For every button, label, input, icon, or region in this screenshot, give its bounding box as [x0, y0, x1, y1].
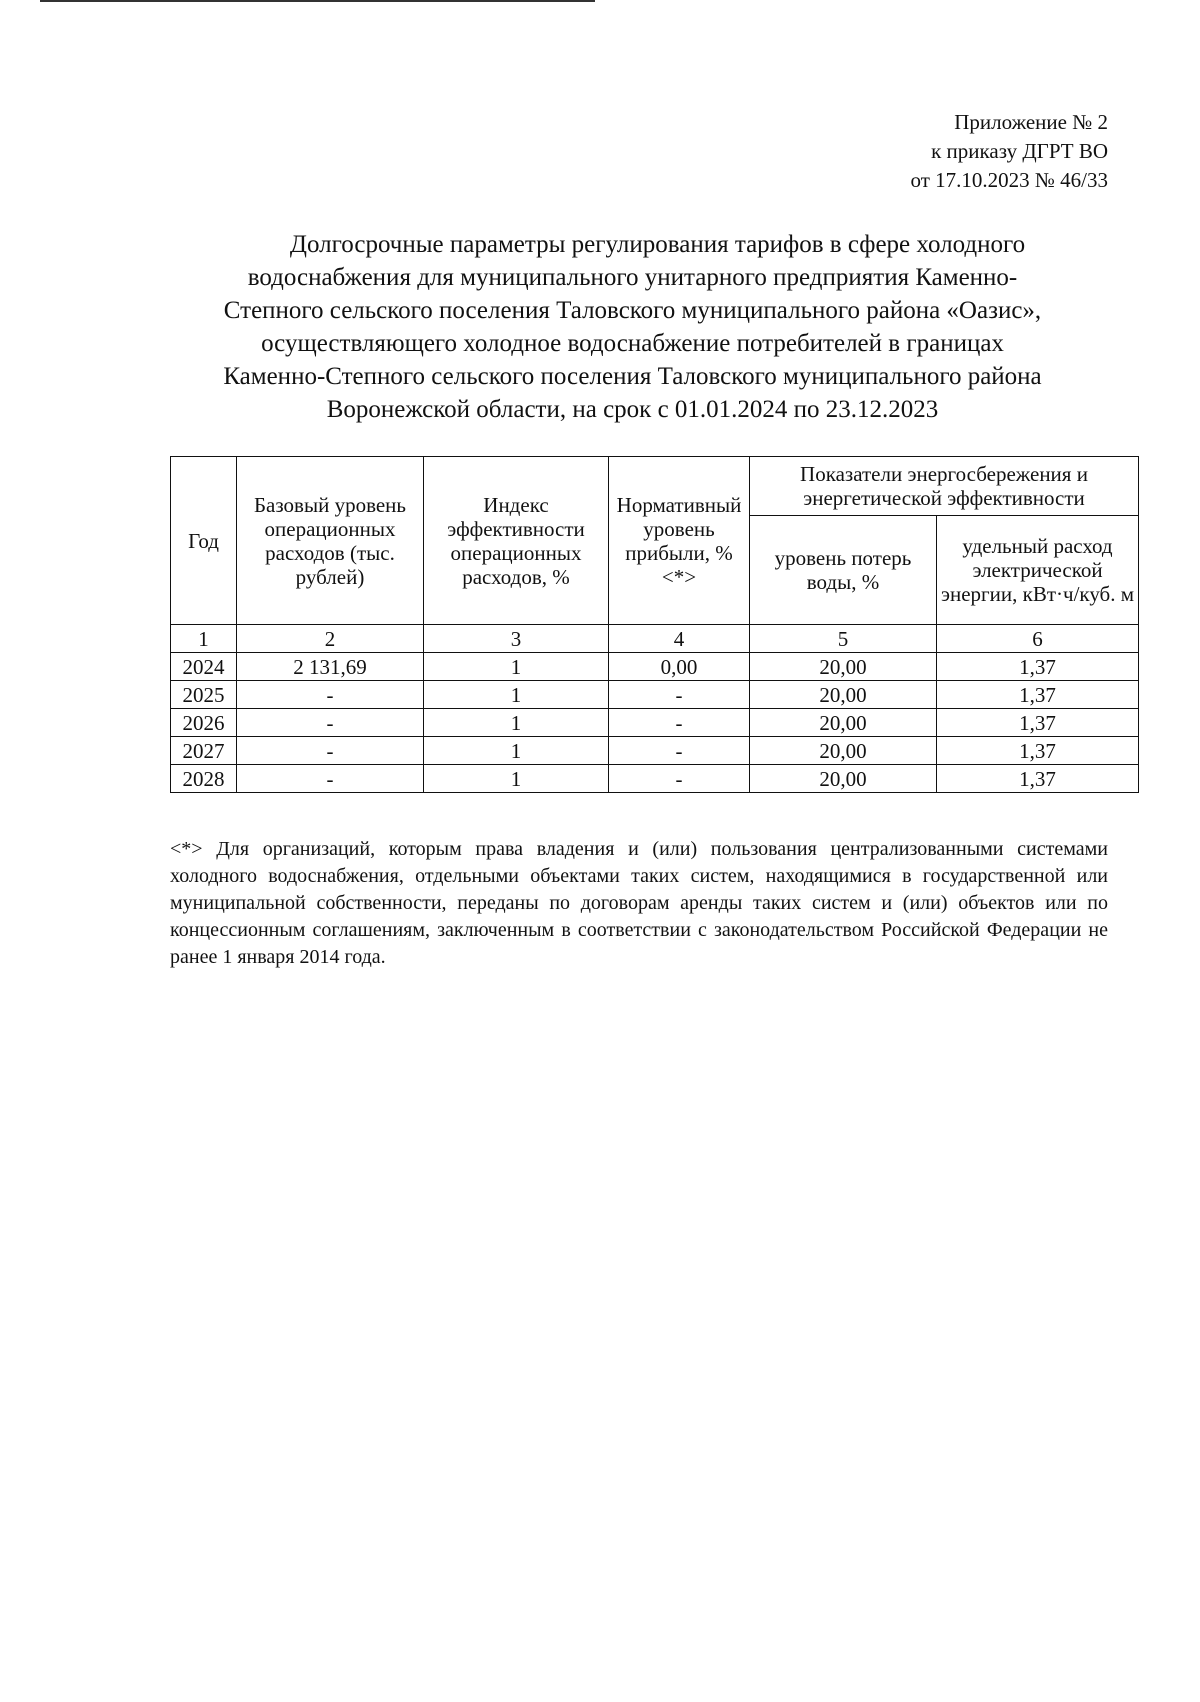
header-base-costs: Базовый уровень операционных расходов (тыс. рублей) [237, 457, 424, 625]
table-row [171, 765, 1139, 793]
header-year: Год [171, 457, 237, 625]
cell-year: 2028 [171, 765, 237, 793]
table-row [171, 709, 1139, 737]
cell-base-costs: - [237, 709, 424, 737]
cell-efficiency-index: 1 [424, 653, 609, 681]
cell-base-costs: - [237, 765, 424, 793]
cell-efficiency-index: 1 [424, 681, 609, 709]
cell-water-loss: 20,00 [750, 737, 937, 765]
cell-year: 2027 [171, 737, 237, 765]
column-number: 4 [609, 625, 750, 653]
cell-year: 2024 [171, 653, 237, 681]
header-specific-consumption: удельный расход электрической энергии, кВт·ч/куб. м [937, 516, 1139, 625]
cell-specific-consumption: 1,37 [937, 653, 1139, 681]
title-line: Степного сельского поселения Таловского муниципального района «Оазис», [223, 297, 1042, 324]
cell-efficiency-index: 1 [424, 765, 609, 793]
column-number: 6 [937, 625, 1139, 653]
cell-specific-consumption: 1,37 [937, 681, 1139, 709]
annex-order-ref: к приказу ДГРТ ВО [931, 139, 1108, 163]
scan-top-rule [40, 0, 595, 2]
cell-profit-norm: - [609, 709, 750, 737]
cell-efficiency-index: 1 [424, 737, 609, 765]
column-number: 5 [750, 625, 937, 653]
title-line: водоснабжения для муниципального унитарного предприятия Каменно- [247, 264, 1018, 291]
parameters-table [170, 456, 1139, 793]
cell-profit-norm: - [609, 681, 750, 709]
table-row [171, 653, 1139, 681]
title-line: Долгосрочные параметры регулирования тарифов в сфере холодного [289, 231, 1026, 258]
cell-water-loss: 20,00 [750, 765, 937, 793]
annex-header [910, 108, 1108, 195]
document-title [160, 228, 1105, 426]
annex-order-date: от 17.10.2023 № 46/33 [910, 168, 1108, 192]
column-number-row [171, 625, 1139, 653]
cell-profit-norm: - [609, 737, 750, 765]
cell-specific-consumption: 1,37 [937, 765, 1139, 793]
cell-efficiency-index: 1 [424, 709, 609, 737]
cell-specific-consumption: 1,37 [937, 737, 1139, 765]
cell-water-loss: 20,00 [750, 653, 937, 681]
cell-base-costs: 2 131,69 [237, 653, 424, 681]
column-number: 2 [237, 625, 424, 653]
table-row [171, 681, 1139, 709]
header-water-loss: уровень потерь воды, % [750, 516, 937, 625]
column-number: 3 [424, 625, 609, 653]
cell-year: 2025 [171, 681, 237, 709]
table-header-row [171, 457, 1139, 516]
annex-number: Приложение № 2 [954, 110, 1108, 134]
table-row [171, 737, 1139, 765]
title-line: Воронежской области, на срок с 01.01.2024 по 23.12.2023 [326, 396, 939, 423]
header-efficiency-index: Индекс эффективности операционных расходов, % [424, 457, 609, 625]
column-number: 1 [171, 625, 237, 653]
cell-base-costs: - [237, 737, 424, 765]
cell-specific-consumption: 1,37 [937, 709, 1139, 737]
footnote: <*> Для организаций, которым права владения и (или) пользования централизованными системами холодного водоснабжения, отдельными объектами таких систем, находящимися в государственной или муниципальной собственности, переданы по договорам аренды таких систем и (или) объектов или по концессионным соглашениям, заключенным в соответствии с законодательством Российской Федерации не ранее 1 января 2014 года. [170, 838, 1108, 968]
cell-year: 2026 [171, 709, 237, 737]
header-energy-group: Показатели энергосбережения и энергетической эффективности [750, 457, 1139, 516]
cell-profit-norm: 0,00 [609, 653, 750, 681]
title-line: Каменно-Степного сельского поселения Таловского муниципального района [223, 363, 1042, 390]
title-line: осуществляющего холодное водоснабжение потребителей в границах [261, 330, 1004, 357]
header-profit-norm: Нормативный уровень прибыли, % <*> [609, 457, 750, 625]
cell-water-loss: 20,00 [750, 681, 937, 709]
cell-profit-norm: - [609, 765, 750, 793]
cell-base-costs: - [237, 681, 424, 709]
cell-water-loss: 20,00 [750, 709, 937, 737]
